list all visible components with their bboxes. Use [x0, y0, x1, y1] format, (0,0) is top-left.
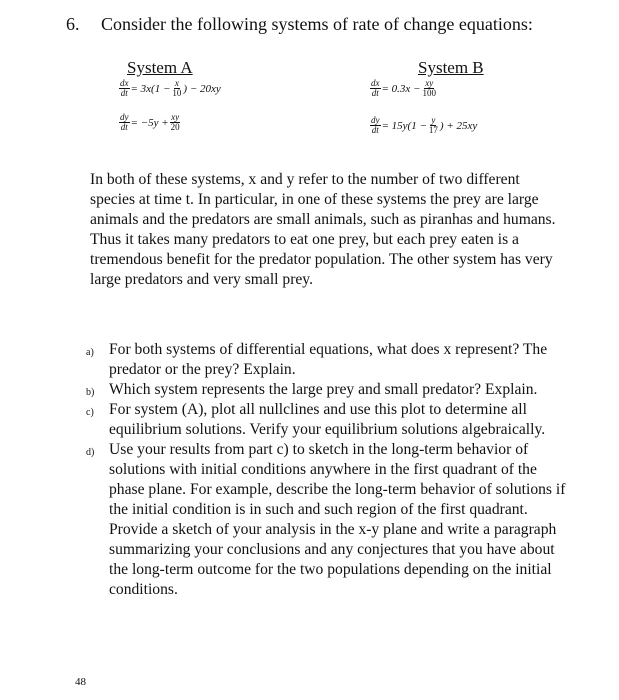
equation-tail: ) + 25xy	[439, 119, 478, 132]
fraction-numerator: y	[431, 115, 436, 125]
part-label: a)	[86, 347, 94, 358]
equation-body: = 15y(1 −	[381, 119, 427, 132]
lhs-denominator: dt	[120, 122, 128, 132]
part-text: For system (A), plot all nullclines and use this plot to determine all equilibrium solutions. Verify your equilibrium solutions algebraically.	[109, 401, 546, 438]
intro-paragraph: In both of these systems, x and y refer to the number of two different species at time t. In particular, in one of these systems the prey are large animals and the predators are small animals, such as piranhas and humans. Thus it takes many predators to eat one prey, but each prey eaten is a tremendous benefit for the predator population. The other system has very large predators and very small prey.	[90, 171, 556, 288]
fraction-numerator: xy	[425, 78, 434, 88]
part-text: Which system represents the large prey and small predator? Explain.	[109, 381, 538, 398]
part-text: Use your results from part c) to sketch in the long-term behavior of solutions with initial conditions anywhere in the first quadrant of the phase plane. For example, describe the long-term behavior of solutions if the initial condition is in such and such region of the first quadrant. Provide a sketch of your analysis in the x-y plane and write a paragraph summarizing your conclusions and any conjectures that you have about the long-term outcome for the two populations depending on the initial conditions.	[109, 441, 566, 598]
lhs-denominator: dt	[120, 88, 128, 98]
lhs-numerator: dy	[371, 115, 380, 125]
lhs-denominator: dt	[371, 88, 379, 98]
fraction-denominator: 17	[428, 125, 438, 135]
part-c	[86, 400, 566, 440]
question-number: 6.	[66, 14, 80, 34]
equation-tail: ) − 20xy	[183, 82, 221, 95]
part-b	[86, 380, 566, 400]
lhs-denominator: dt	[371, 125, 379, 135]
system-b-equation-2	[369, 116, 477, 135]
system-a-equation-2	[118, 113, 182, 132]
part-label: d)	[86, 447, 95, 458]
page-number: 48	[75, 676, 86, 688]
part-text: For both systems of differential equations, what does x represent? The predator or the prey? Explain.	[109, 341, 548, 378]
fraction-denominator: 20	[170, 122, 180, 132]
part-a	[86, 340, 566, 380]
fraction-denominator: 100	[422, 88, 436, 98]
equation-body: = −5y +	[130, 116, 169, 129]
system-a-equation-1	[118, 79, 221, 98]
lhs-numerator: dy	[120, 112, 129, 122]
part-d	[86, 440, 566, 600]
part-label: c)	[86, 407, 94, 418]
lhs-numerator: dx	[120, 78, 129, 88]
system-a-title: System A	[127, 58, 193, 77]
question-parts-list	[86, 340, 566, 600]
system-b-equation-1	[369, 79, 438, 98]
question-prompt: Consider the following systems of rate of change equations:	[101, 14, 533, 34]
lhs-numerator: dx	[371, 78, 380, 88]
part-label: b)	[86, 387, 95, 398]
fraction-denominator: 10	[172, 88, 182, 98]
fraction-numerator: x	[174, 78, 179, 88]
system-b-title: System B	[418, 58, 484, 77]
fraction-numerator: xy	[171, 112, 180, 122]
equation-body: = 3x(1 −	[130, 82, 171, 95]
equation-body: = 0.3x −	[381, 82, 421, 95]
